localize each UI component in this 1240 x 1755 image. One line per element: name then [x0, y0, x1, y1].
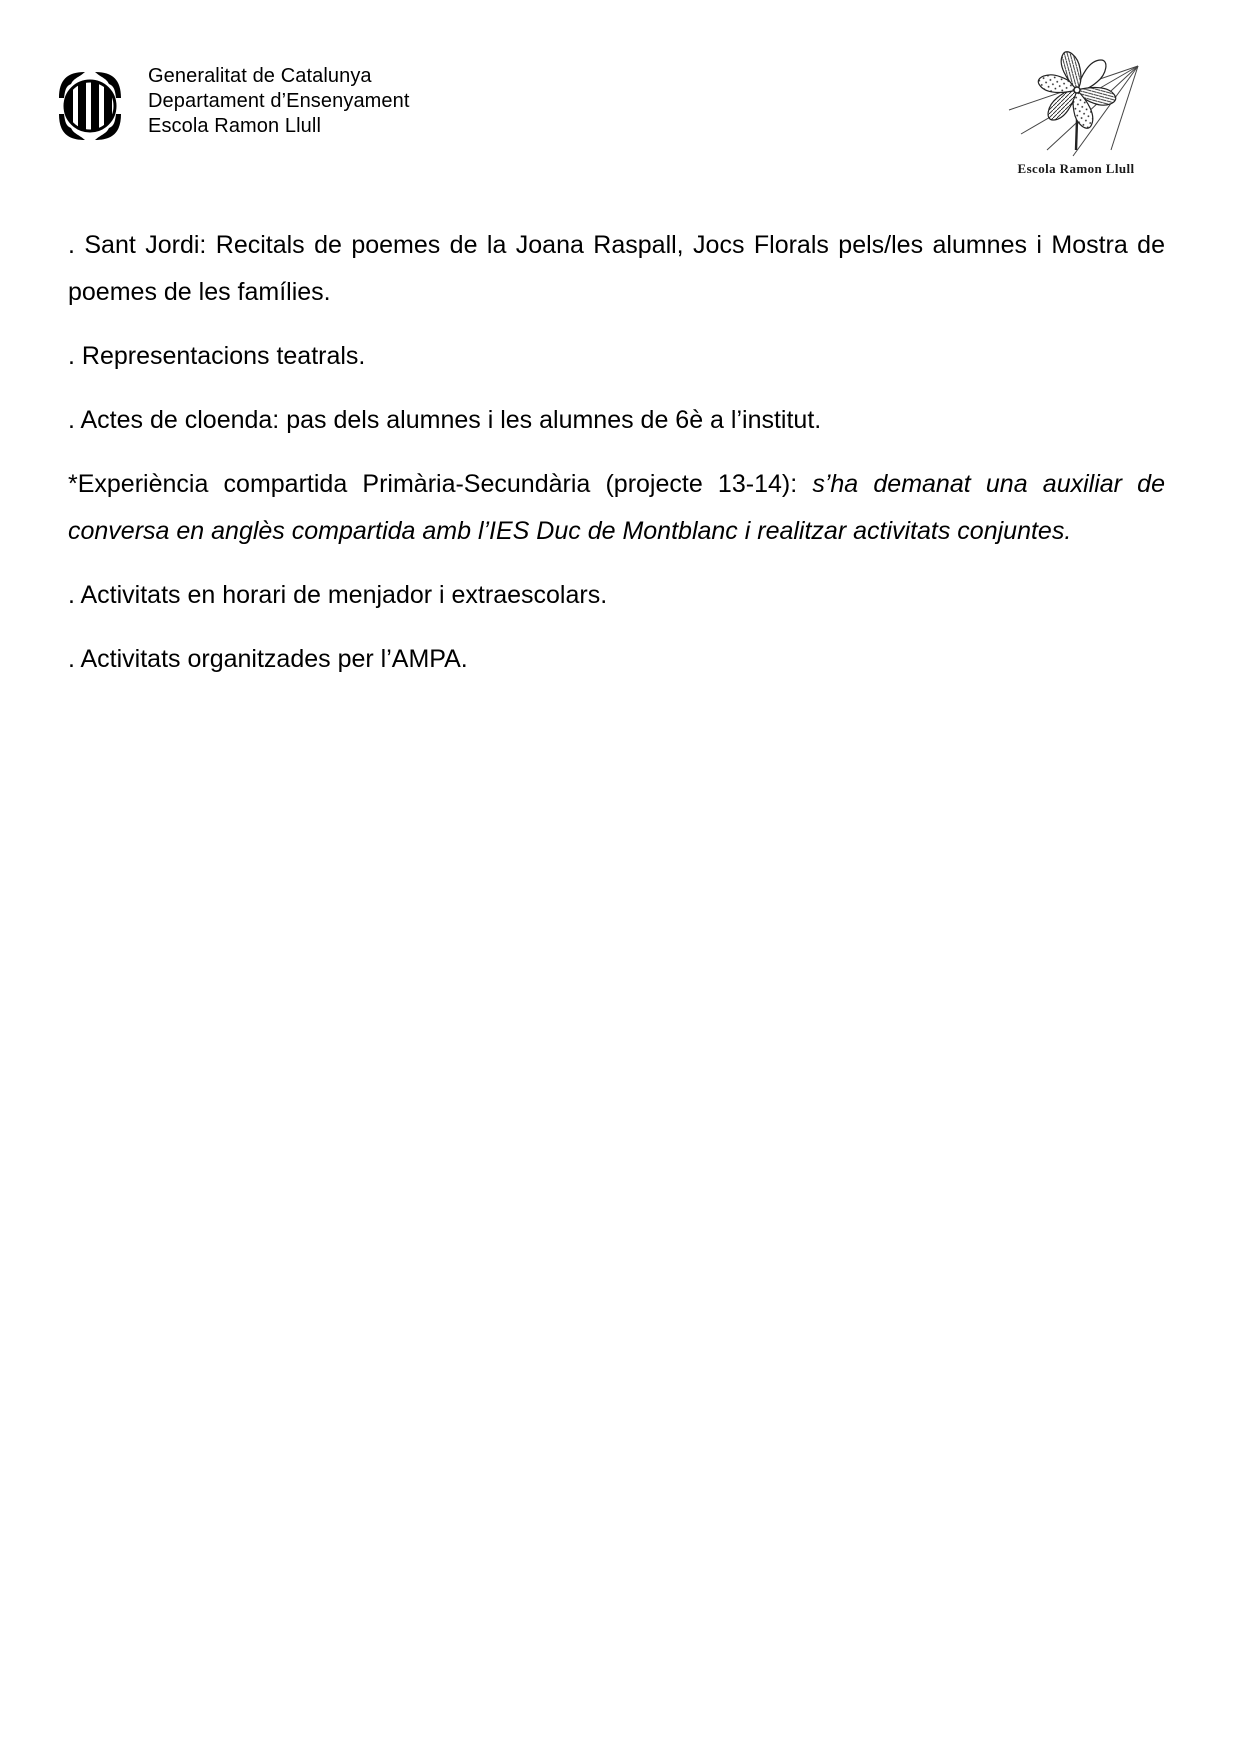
school-logo-caption: Escola Ramon Llull — [1017, 161, 1135, 176]
generalitat-emblem-icon — [58, 70, 122, 142]
header-org-lines — [148, 64, 410, 139]
bullet-activitats-ampa: . Activitats organitzades per l’AMPA. — [68, 645, 468, 673]
org-line-departament: Departament d’Ensenyament — [148, 90, 410, 112]
bullet-actes-de-cloenda: . Actes de cloenda: pas dels alumnes i les alumnes de 6è a l’institut. — [68, 406, 822, 434]
school-logo — [998, 38, 1154, 177]
experiencia-lead-text: *Experiència compartida Primària-Secundària (projecte 13-14): — [68, 470, 813, 498]
org-line-generalitat: Generalitat de Catalunya — [148, 65, 372, 87]
org-line-escola: Escola Ramon Llull — [148, 115, 321, 137]
document-body — [68, 222, 1165, 700]
bullet-representacions-teatrals: . Representacions teatrals. — [68, 342, 366, 370]
bullet-activitats-menjador: . Activitats en horari de menjador i extraescolars. — [68, 581, 608, 609]
paragraph-experiencia-compartida — [68, 461, 1165, 555]
bullet-sant-jordi: . Sant Jordi: Recitals de poemes de la Joana Raspall, Jocs Florals pels/les alumnes i Mostra de poemes de les famílies. — [68, 231, 1165, 306]
pinwheel-icon — [1001, 38, 1151, 158]
experiencia-italic-text: s’ha demanat una auxiliar de conversa en anglès compartida amb l’IES Duc de Montblanc i realitzar activitats conjuntes. — [68, 470, 1165, 545]
